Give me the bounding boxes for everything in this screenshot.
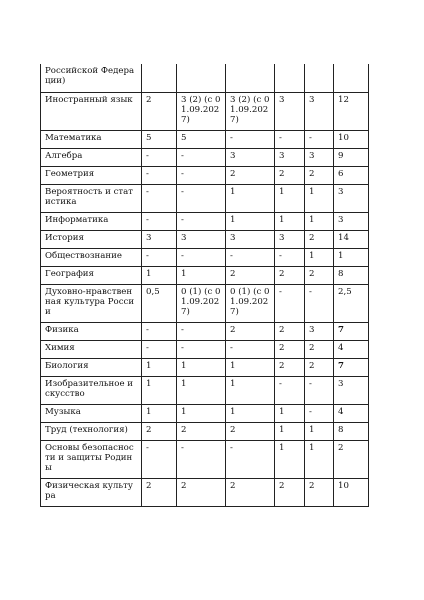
- hours-cell: -: [177, 440, 226, 478]
- hours-cell: [334, 64, 369, 92]
- hours-cell: 1: [275, 440, 305, 478]
- subject-cell: Изобразительное искусство: [41, 376, 142, 404]
- hours-cell: 2: [275, 266, 305, 284]
- hours-cell: 1: [142, 376, 177, 404]
- hours-cell: 3 (2) (с 01.09.2027): [177, 92, 226, 130]
- hours-cell: -: [177, 166, 226, 184]
- hours-cell: 14: [334, 230, 369, 248]
- hours-cell: 4: [334, 340, 369, 358]
- hours-cell: 1: [226, 376, 275, 404]
- hours-cell: [177, 64, 226, 92]
- subject-cell: Обществознание: [41, 248, 142, 266]
- hours-cell: 2: [226, 266, 275, 284]
- table-row: [41, 92, 369, 130]
- hours-cell: -: [142, 340, 177, 358]
- hours-cell: 5: [177, 130, 226, 148]
- hours-cell: 2: [142, 422, 177, 440]
- hours-cell: 2: [305, 266, 334, 284]
- hours-cell: 2: [177, 422, 226, 440]
- hours-cell: -: [177, 184, 226, 212]
- subject-cell: Труд (технология): [41, 422, 142, 440]
- subject-cell: Вероятность и статистика: [41, 184, 142, 212]
- hours-cell: 2: [142, 92, 177, 130]
- hours-cell: 2: [226, 166, 275, 184]
- hours-cell: 3: [275, 230, 305, 248]
- hours-cell: 10: [334, 478, 369, 506]
- hours-cell: 3: [305, 148, 334, 166]
- hours-cell: -: [177, 322, 226, 340]
- table-row: [41, 404, 369, 422]
- hours-cell: 3: [275, 148, 305, 166]
- hours-cell: [226, 64, 275, 92]
- table-row: [41, 322, 369, 340]
- hours-cell: 1: [177, 266, 226, 284]
- hours-cell: -: [177, 248, 226, 266]
- hours-cell: 1: [177, 358, 226, 376]
- subject-cell: Основы безопасности и защиты Родины: [41, 440, 142, 478]
- table-row: [41, 64, 369, 92]
- hours-cell: 1: [305, 248, 334, 266]
- table-row: [41, 340, 369, 358]
- subject-cell: Математика: [41, 130, 142, 148]
- hours-cell: 1: [305, 212, 334, 230]
- hours-cell: -: [275, 376, 305, 404]
- hours-cell: -: [226, 248, 275, 266]
- hours-cell: -: [275, 284, 305, 322]
- hours-cell: 2: [305, 166, 334, 184]
- hours-cell: 3: [334, 212, 369, 230]
- hours-cell: 1: [142, 404, 177, 422]
- hours-cell: 6: [334, 166, 369, 184]
- hours-cell: 1: [142, 358, 177, 376]
- hours-cell: 3: [275, 92, 305, 130]
- hours-cell: -: [142, 166, 177, 184]
- hours-cell: -: [305, 404, 334, 422]
- hours-cell: 1: [334, 248, 369, 266]
- hours-cell: 2: [305, 478, 334, 506]
- hours-cell: 7: [334, 358, 369, 376]
- subject-cell: Геометрия: [41, 166, 142, 184]
- hours-cell: 1: [226, 404, 275, 422]
- hours-cell: -: [305, 284, 334, 322]
- subject-cell: История: [41, 230, 142, 248]
- hours-cell: 1: [226, 358, 275, 376]
- table-row: [41, 440, 369, 478]
- hours-cell: 1: [226, 212, 275, 230]
- table-row: [41, 422, 369, 440]
- subject-cell: Российской Федерации): [41, 64, 142, 92]
- hours-cell: 2: [305, 358, 334, 376]
- hours-cell: -: [305, 130, 334, 148]
- hours-cell: 0 (1) (с 01.09.2027): [226, 284, 275, 322]
- hours-cell: 2: [142, 478, 177, 506]
- hours-cell: 3: [334, 184, 369, 212]
- hours-cell: 2: [226, 422, 275, 440]
- hours-cell: 2: [305, 230, 334, 248]
- hours-cell: 2: [275, 340, 305, 358]
- hours-cell: 1: [142, 266, 177, 284]
- hours-cell: 3: [177, 230, 226, 248]
- hours-cell: 3: [305, 92, 334, 130]
- hours-cell: [305, 64, 334, 92]
- hours-cell: -: [177, 148, 226, 166]
- hours-cell: 2: [226, 322, 275, 340]
- hours-cell: 2: [275, 358, 305, 376]
- subject-cell: Физика: [41, 322, 142, 340]
- hours-cell: [142, 64, 177, 92]
- hours-cell: 1: [275, 422, 305, 440]
- hours-cell: 2: [275, 166, 305, 184]
- table-row: [41, 248, 369, 266]
- hours-cell: 1: [177, 376, 226, 404]
- table-row: [41, 478, 369, 506]
- table-row: [41, 376, 369, 404]
- table-row: [41, 166, 369, 184]
- hours-cell: 3: [334, 376, 369, 404]
- hours-cell: 2: [226, 478, 275, 506]
- hours-cell: -: [275, 248, 305, 266]
- hours-cell: -: [142, 148, 177, 166]
- hours-cell: -: [142, 184, 177, 212]
- hours-cell: 2: [275, 478, 305, 506]
- hours-cell: 5: [142, 130, 177, 148]
- table-row: [41, 358, 369, 376]
- hours-cell: 3: [226, 148, 275, 166]
- subject-cell: Информатика: [41, 212, 142, 230]
- hours-cell: 1: [305, 184, 334, 212]
- hours-cell: 2: [177, 478, 226, 506]
- hours-cell: 8: [334, 422, 369, 440]
- hours-cell: -: [226, 130, 275, 148]
- subject-cell: Физическая культура: [41, 478, 142, 506]
- hours-cell: [275, 64, 305, 92]
- hours-cell: -: [226, 340, 275, 358]
- subject-cell: Духовно-нравственная культура России: [41, 284, 142, 322]
- hours-cell: -: [275, 130, 305, 148]
- hours-cell: 8: [334, 266, 369, 284]
- hours-cell: 2: [305, 340, 334, 358]
- hours-cell: -: [142, 440, 177, 478]
- hours-cell: 1: [275, 404, 305, 422]
- subject-cell: Биология: [41, 358, 142, 376]
- hours-cell: 3: [142, 230, 177, 248]
- subject-cell: Химия: [41, 340, 142, 358]
- hours-cell: 2,5: [334, 284, 369, 322]
- subject-cell: Иностранный язык: [41, 92, 142, 130]
- hours-cell: 3: [226, 230, 275, 248]
- hours-cell: 3: [305, 322, 334, 340]
- hours-cell: 1: [275, 184, 305, 212]
- subject-cell: География: [41, 266, 142, 284]
- hours-cell: 1: [275, 212, 305, 230]
- table-row: [41, 230, 369, 248]
- hours-cell: 10: [334, 130, 369, 148]
- subject-cell: Музыка: [41, 404, 142, 422]
- hours-cell: -: [142, 212, 177, 230]
- table-row: [41, 184, 369, 212]
- table-row: [41, 284, 369, 322]
- hours-cell: -: [226, 440, 275, 478]
- hours-cell: 3 (2) (с 01.09.2027): [226, 92, 275, 130]
- hours-cell: 12: [334, 92, 369, 130]
- table-row: [41, 148, 369, 166]
- curriculum-table: [40, 64, 369, 507]
- hours-cell: 1: [177, 404, 226, 422]
- hours-cell: -: [177, 212, 226, 230]
- hours-cell: -: [142, 322, 177, 340]
- hours-cell: 9: [334, 148, 369, 166]
- hours-cell: 2: [334, 440, 369, 478]
- table-row: [41, 266, 369, 284]
- hours-cell: 7: [334, 322, 369, 340]
- hours-cell: 1: [226, 184, 275, 212]
- hours-cell: 0,5: [142, 284, 177, 322]
- curriculum-table-body: [41, 64, 369, 506]
- table-row: [41, 130, 369, 148]
- hours-cell: 2: [275, 322, 305, 340]
- subject-cell: Алгебра: [41, 148, 142, 166]
- hours-cell: 0 (1) (с 01.09.2027): [177, 284, 226, 322]
- hours-cell: -: [305, 376, 334, 404]
- hours-cell: 1: [305, 422, 334, 440]
- hours-cell: -: [142, 248, 177, 266]
- hours-cell: 4: [334, 404, 369, 422]
- table-row: [41, 212, 369, 230]
- hours-cell: -: [177, 340, 226, 358]
- hours-cell: 1: [305, 440, 334, 478]
